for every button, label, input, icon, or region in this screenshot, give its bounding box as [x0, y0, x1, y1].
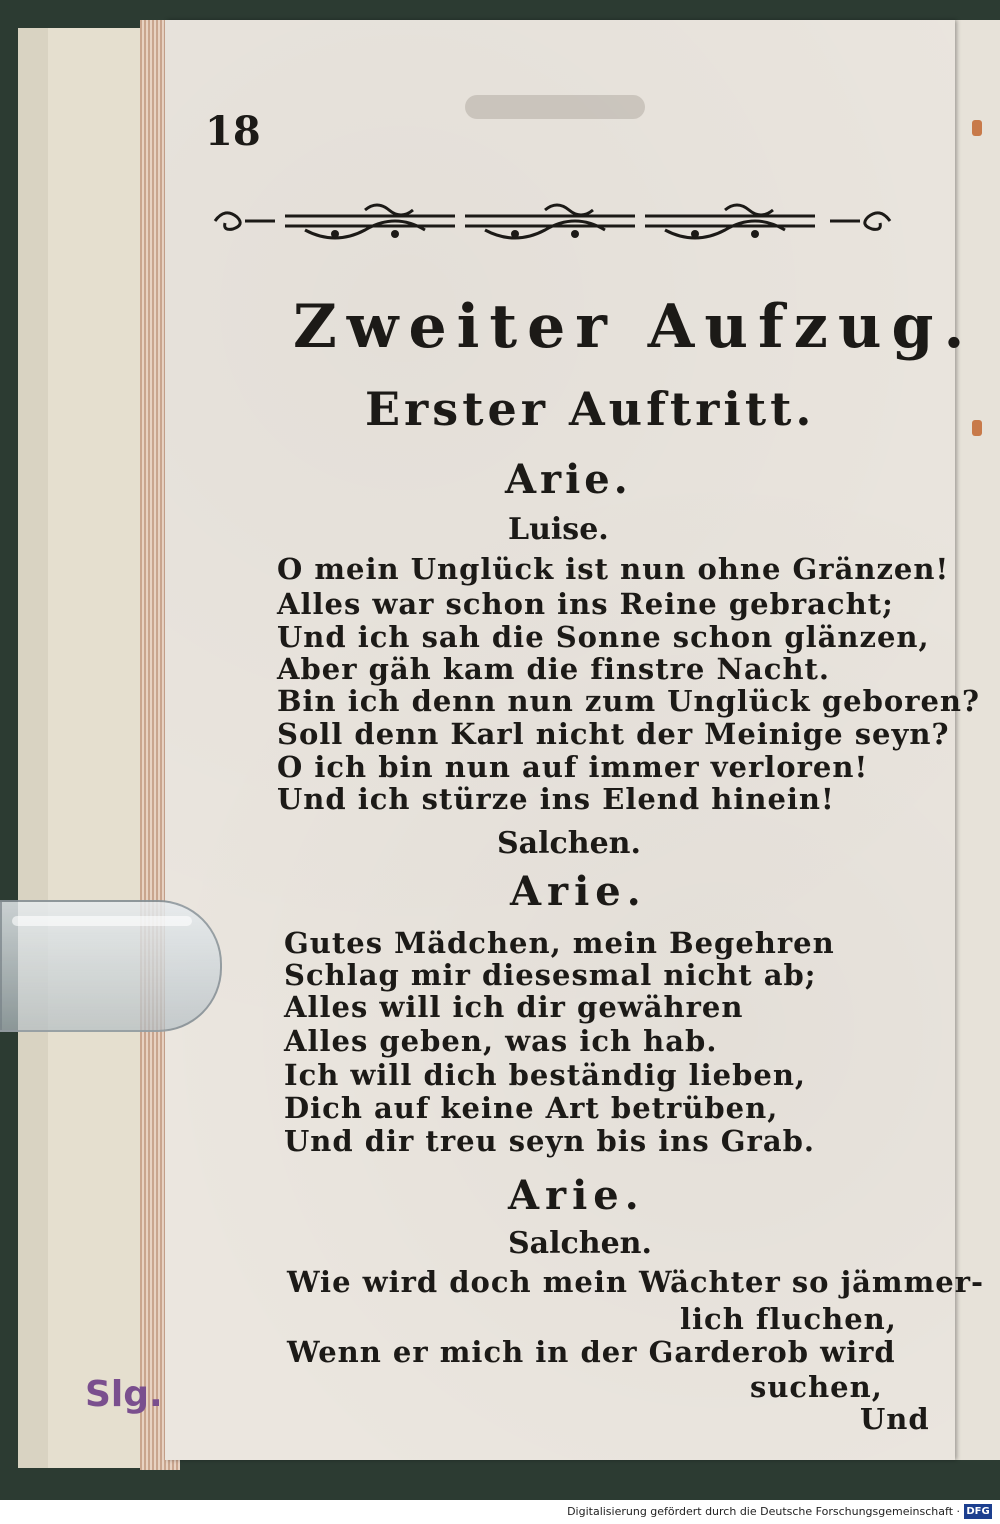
- aria-heading: Arie.: [508, 1172, 645, 1219]
- verse-line: Dich auf keine Art betrüben,: [284, 1091, 779, 1125]
- scene-title: Erster Auftritt.: [365, 382, 816, 436]
- funding-credit: Digitalisierung gefördert durch die Deutsche Forschungsgemeinschaft ·: [567, 1505, 960, 1518]
- speaker-name: Salchen.: [497, 826, 641, 861]
- verse-line: lich fluchen,: [680, 1302, 897, 1336]
- verse-line: Alles geben, was ich hab.: [284, 1024, 718, 1058]
- ornament-divider: [205, 196, 900, 246]
- footer-bar: [0, 1500, 1000, 1524]
- verse-line: Gutes Mädchen, mein Begehren: [284, 926, 835, 960]
- verse-line: O ich bin nun auf immer verloren!: [277, 750, 869, 784]
- verse-line: Schlag mir diesesmal nicht ab;: [284, 958, 817, 992]
- verse-line: Und ich sah die Sonne schon glänzen,: [277, 620, 930, 654]
- verse-line: suchen,: [750, 1370, 883, 1404]
- verse-line: Aber gäh kam die finstre Nacht.: [277, 652, 831, 686]
- ink-smudge: [465, 95, 645, 119]
- verse-line: Und dir treu seyn bis ins Grab.: [284, 1124, 815, 1158]
- verse-line: Und ich stürze ins Elend hinein!: [277, 782, 835, 816]
- verse-line: Bin ich denn nun zum Unglück geboren?: [277, 684, 980, 718]
- verse-line: O mein Unglück ist nun ohne Gränzen!: [277, 552, 950, 586]
- page-clip: [0, 900, 222, 1032]
- verse-line: Soll denn Karl nicht der Meinige seyn?: [277, 717, 950, 751]
- speaker-name: Luise.: [508, 512, 609, 547]
- verse-line: Ich will dich beständig lieben,: [284, 1058, 807, 1092]
- verse-line: Wenn er mich in der Garderob wird: [287, 1335, 896, 1369]
- verse-line: Wie wird doch mein Wächter so jämmer-: [287, 1265, 985, 1299]
- dfg-logo-icon: DFG: [964, 1504, 992, 1519]
- speaker-name: Salchen.: [508, 1226, 652, 1261]
- act-title: Zweiter Aufzug.: [293, 292, 975, 362]
- aria-heading: Arie.: [510, 868, 647, 915]
- page-number: 18: [205, 108, 261, 155]
- verse-line: Alles will ich dir gewähren: [284, 990, 744, 1024]
- aria-heading: Arie.: [505, 456, 632, 503]
- library-stamp: Slg.: [85, 1374, 163, 1415]
- catchword: Und: [860, 1402, 930, 1436]
- verse-line: Alles war schon ins Reine gebracht;: [277, 587, 894, 621]
- facing-page-edge: [950, 20, 1000, 1460]
